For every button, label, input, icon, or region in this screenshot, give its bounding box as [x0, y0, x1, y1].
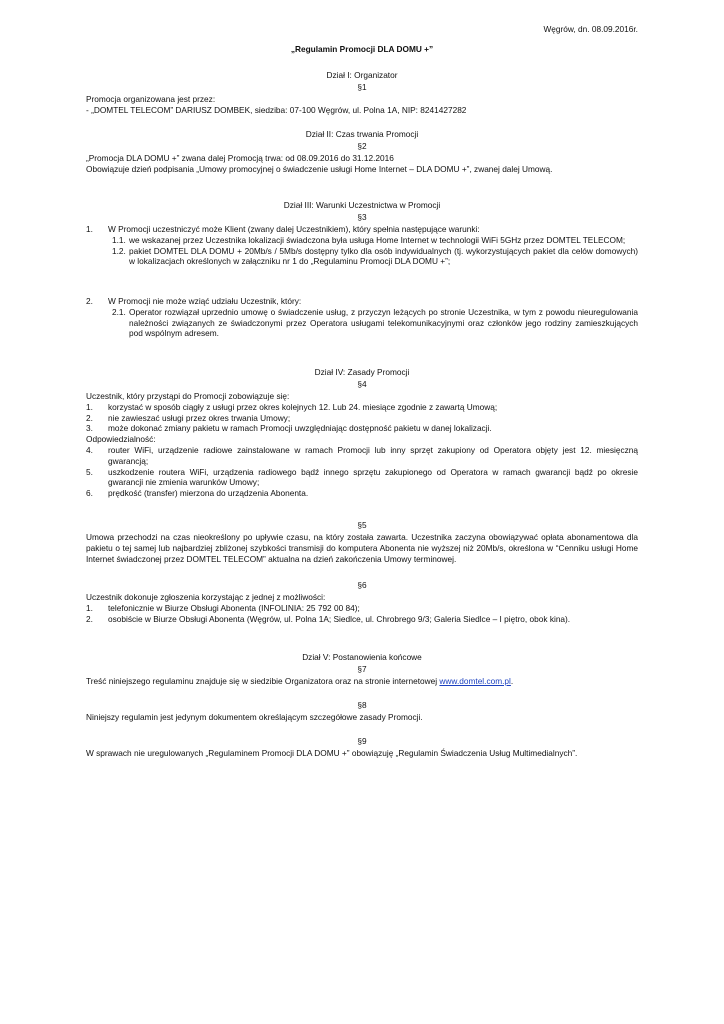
paragraph-2-number: §2 [357, 141, 367, 151]
list-item-text: prędkość (transfer) mierzona do urządzenia Abonenta. [108, 488, 309, 499]
section-5-heading: Dział V: Postanowienia końcowe [302, 652, 422, 662]
paragraph-7-text-end: . [510, 676, 514, 686]
list-item [86, 467, 638, 489]
section-4-heading: Dział IV: Zasady Promocji [314, 367, 410, 377]
paragraph-9-number: §9 [357, 736, 367, 746]
document-title: „Regulamin Promocji DLA DOMU +” [290, 44, 434, 54]
list-subitem-text: we wskazanej przez Uczestnika lokalizacji świadczona była usługa Home Internet w technologii WiFi 5GHz przez DOMTEL TELECOM; [129, 234, 626, 245]
paragraph-8-text: Niniejszy regulamin jest jedynym dokumentem określającym szczegółowe zasady Promocji. [86, 712, 423, 722]
list-item [86, 603, 638, 614]
paragraph-5-number: §5 [357, 520, 367, 530]
paragraph-7-text [86, 676, 638, 687]
organizer-intro: Promocja organizowana jest przez: [86, 94, 216, 104]
obligations-intro: Uczestnik, który przystąpi do Promocji zobowiązuje się: [86, 391, 290, 401]
paragraph-9-text: W sprawach nie uregulowanych „Regulaminem Promocji DLA DOMU +” obowiązuję „Regulamin Świadczenia Usług Multimedialnych”. [86, 748, 578, 758]
list-item-text: W Promocji nie może wziąć udziału Uczestnik, który: [108, 296, 302, 306]
exclusion-list [86, 296, 638, 339]
list-subitem-number: 1.2. [112, 245, 126, 256]
condition-list [86, 224, 638, 267]
list-item-number: 5. [86, 466, 93, 477]
paragraph-4-number: §4 [357, 379, 367, 389]
list-item-text: router WiFi, urządzenie radiowe zainstalowane w ramach Promocji lub inny sprzęt zakupiony od Operatora objęty jest 12. miesięczną gwarancją; [108, 444, 638, 466]
list-item-text: W Promocji uczestniczyć może Klient (zwany dalej Uczestnikiem), który spełnia następujące warunki: [108, 224, 480, 234]
list-item [86, 224, 638, 235]
paragraph-3-number: §3 [357, 212, 367, 222]
list-item-text: może dokonać zmiany pakietu w ramach Promocji uwzględniając dostępność pakietu w danej lokalizacji. [108, 423, 492, 434]
list-subitem [86, 307, 638, 339]
list-item-text: nie zawieszać usługi przez okres trwania Umowy; [108, 412, 291, 423]
list-subitem-number: 2.1. [112, 306, 126, 317]
list-subitem-number: 1.1. [112, 234, 126, 245]
document-date: Węgrów, dn. 08.09.2016r. [543, 24, 638, 34]
list-item [86, 488, 638, 499]
list-item-number: 4. [86, 444, 93, 455]
list-item-number: 2. [86, 613, 93, 624]
list-subitem [86, 246, 638, 268]
responsibility-label: Odpowiedzialność: [86, 434, 156, 445]
reporting-intro: Uczestnik dokonuje zgłoszenia korzystając z jednej z możliwości: [86, 592, 326, 602]
list-item-number: 2. [86, 412, 93, 423]
list-item-number: 3. [86, 423, 93, 434]
list-item-text: osobiście w Biurze Obsługi Abonenta (Węgrów, ul. Polna 1A; Siedlce, ul. Chrobrego 9/3; Galeria Siedlce – I piętro, obok kina). [108, 613, 571, 624]
list-item-text: uszkodzenie routera WiFi, urządzenia radiowego bądź innego sprzętu zakupionego od Operatora w ramach gwarancji bądź po okresie gwarancji nie zmienia warunków Umowy; [108, 466, 638, 488]
list-item-number: 1. [86, 401, 93, 412]
list-item-number: 1. [86, 602, 93, 613]
paragraph-7-text-start: Treść niniejszego regulaminu znajduje się w siedzibie Organizatora oraz na stronie internetowej [86, 676, 440, 686]
paragraph-8-number: §8 [357, 700, 367, 710]
list-item-text: telefonicznie w Biurze Obsługi Abonenta (INFOLINIA: 25 792 00 84); [108, 602, 360, 613]
list-item [86, 445, 638, 467]
promotion-validity: Obowiązuje dzień podpisania „Umowy promocyjnej o świadczenie usługi Home Internet – DLA DOMU +”, zwanej dalej Umową. [86, 164, 553, 174]
paragraph-6-number: §6 [357, 580, 367, 590]
list-item [86, 413, 638, 424]
organizer-details: - „DOMTEL TELECOM” DARIUSZ DOMBEK, siedziba: 07-100 Węgrów, ul. Polna 1A, NIP: 8241427282 [86, 105, 467, 115]
list-item [86, 614, 638, 625]
list-item [86, 296, 638, 307]
list-item [86, 402, 638, 413]
website-link[interactable]: www.domtel.com.pl [439, 676, 511, 686]
paragraph-7-number: §7 [357, 664, 367, 674]
section-3-heading: Dział III: Warunki Uczestnictwa w Promocji [283, 200, 441, 210]
list-item-number: 1. [86, 224, 93, 234]
section-1-heading: Dział I: Organizator [326, 70, 398, 80]
reporting-block [86, 592, 638, 624]
section-2-heading: Dział II: Czas trwania Promocji [305, 129, 419, 139]
list-item-number: 2. [86, 296, 93, 306]
promotion-period: „Promocja DLA DOMU +” zwana dalej Promocją trwa: od 08.09.2016 do 31.12.2016 [86, 153, 394, 163]
paragraph-1-number: §1 [357, 82, 367, 92]
list-item-number: 6. [86, 488, 93, 499]
list-subitem-text: Operator rozwiązał uprzednio umowę o świadczenie usług, z przyczyn leżących po stronie Uczestnika, w tym z powodu nieuregulowania należności związanych ze świadczonymi przez Operatora usługami telekomunikacyjnymi oraz członków jego rodziny zamieszkujących pod wspólnym adresem. [129, 306, 638, 339]
list-subitem-text: pakiet DOMTEL DLA DOMU + 20Mb/s / 5Mb/s dostępny tylko dla osób indywidualnych (tj. wykorzystujących pakiet dla celów domowych) w lokalizacjach określonych w załączniku nr 1 do „Regulaminu Promocji DLA DOMU +”; [129, 245, 638, 267]
list-item [86, 423, 638, 434]
list-item-text: korzystać w sposób ciągły z usługi przez okres kolejnych 12. Lub 24. miesiące zgodnie z zawartą Umową; [108, 401, 498, 412]
list-subitem [86, 235, 638, 246]
paragraph-5-text: Umowa przechodzi na czas nieokreślony po upływie czasu, na który została zawarta. Uczestnika zaczyna obowiązywać opłata abonamentowa dla pakietu o tej samej lub najbardziej zbliżonej szybkości transmisji do komputera Abonenta nie wyższej niż 20Mb/s, określona w “Cenniku usługi Home Internet świadczonej przez DOMTEL TELECOM” aktualna na dzień zakończenia Umowy terminowej. [86, 532, 638, 564]
obligations-block [86, 391, 638, 499]
